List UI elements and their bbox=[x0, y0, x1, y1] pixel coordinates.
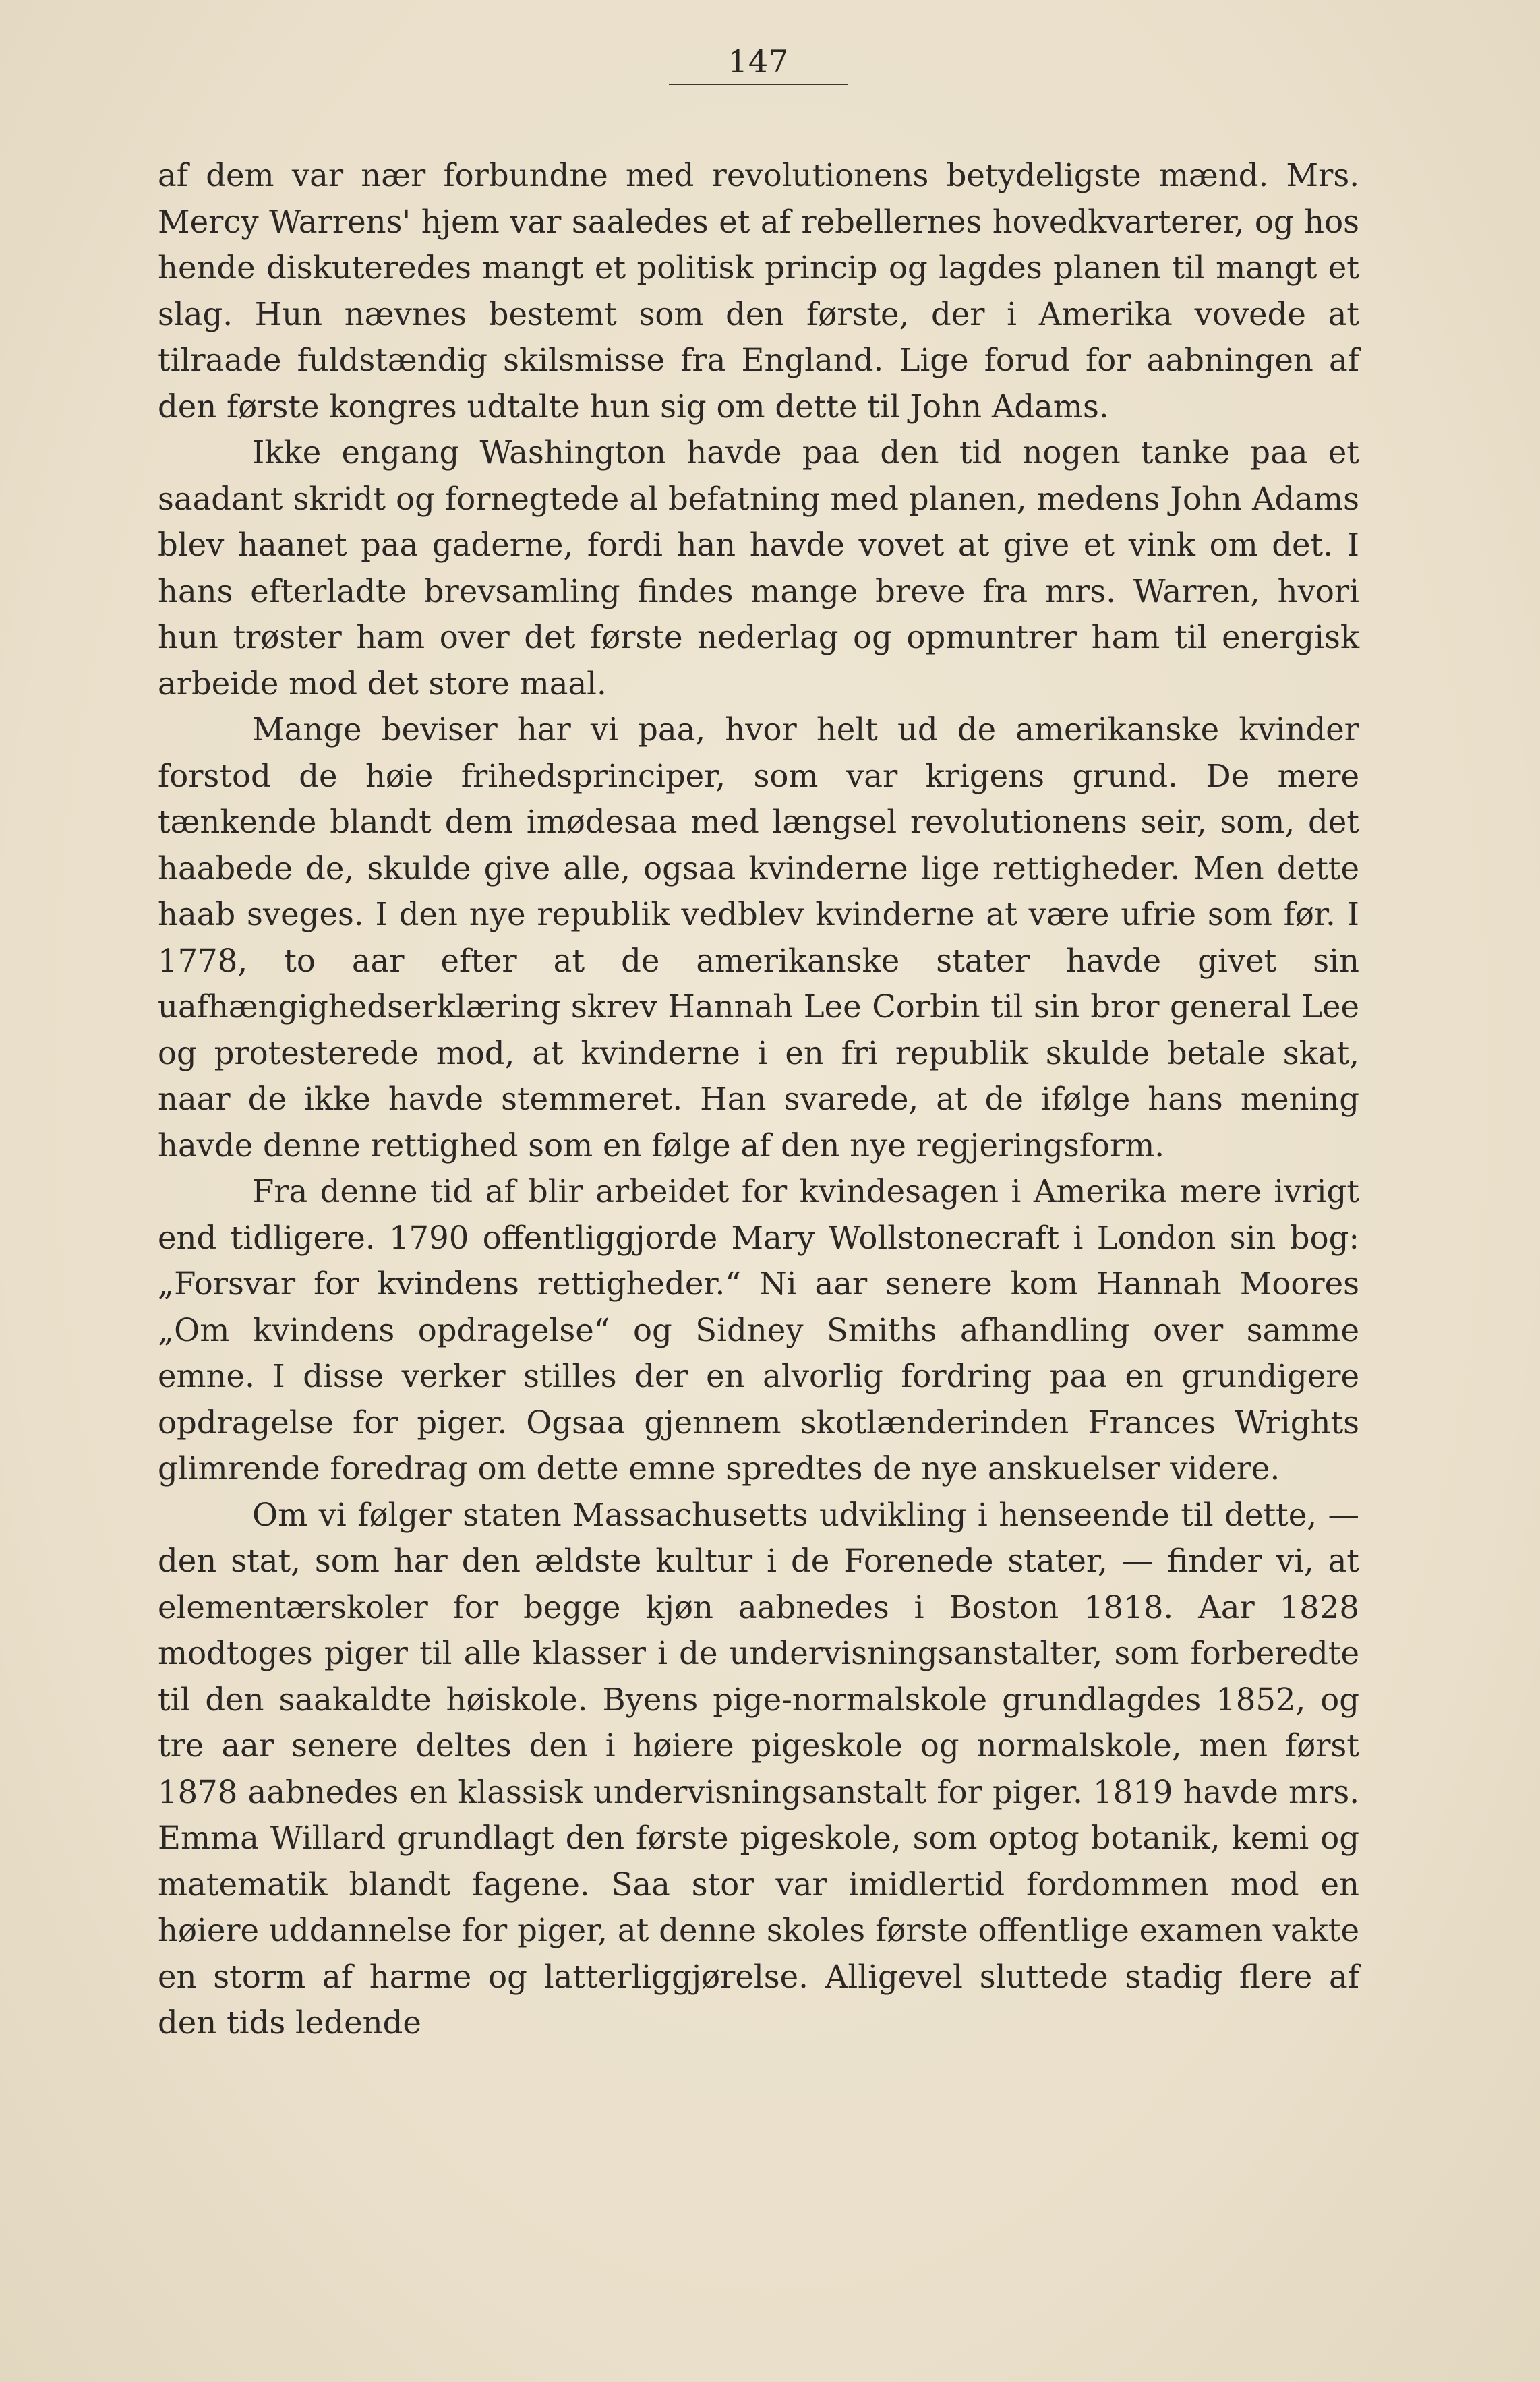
paragraph-1: af dem var nær forbundne med revolutionens betydeligste mænd. Mrs. Mercy Warrens' hjem var saaledes et af rebellernes hovedkvarterer, og hos hende diskuteredes mangt et politisk princip og lagdes planen til mangt et slag. Hun nævnes bestemt som den første, der i Amerika vovede at tilraade fuldstændig skilsmisse fra England. Lige forud for aabningen af den første kongres udtalte hun sig om dette til John Adams. bbox=[158, 157, 1359, 425]
paragraph-2: Ikke engang Washington havde paa den tid nogen tanke paa et saadant skridt og fornegtede al befatning med planen, medens John Adams blev haanet paa gaderne, fordi han havde vovet at give et vink om det. I hans efterladte brevsamling findes mange breve fra mrs. Warren, hvori hun trøster ham over det første nederlag og opmuntrer ham til energisk arbeide mod det store maal. bbox=[158, 434, 1359, 702]
header-rule bbox=[669, 84, 848, 85]
body-text bbox=[158, 152, 1359, 2046]
page-number: 147 bbox=[728, 43, 790, 80]
paragraph-3: Mange beviser har vi paa, hvor helt ud de amerikanske kvinder forstod de høie frihedsprinciper, som var krigens grund. De mere tænkende blandt dem imødesaa med længsel revolutionens seir, som, det haabede de, skulde give alle, ogsaa kvinderne lige rettigheder. Men dette haab sveges. I den nye republik vedblev kvinderne at være ufrie som før. I 1778, to aar efter at de amerikanske stater havde givet sin uafhængighedserklæring skrev Hannah Lee Corbin til sin bror general Lee og protesterede mod, at kvinderne i en fri republik skulde betale skat, naar de ikke havde stemmeret. Han svarede, at de ifølge hans mening havde denne rettighed som en følge af den nye regjeringsform. bbox=[158, 711, 1359, 1164]
paragraph-5: Om vi følger staten Massachusetts udvikling i henseende til dette, — den stat, som har den ældste kultur i de Forenede stater, — finder vi, at elementærskoler for begge kjøn aabnedes i Boston 1818. Aar 1828 modtoges piger til alle klasser i de undervisningsanstalter, som forberedte til den saakaldte høiskole. Byens pige-normalskole grundlagdes 1852, og tre aar senere deltes den i høiere pigeskole og normalskole, men først 1878 aabnedes en klassisk undervisningsanstalt for piger. 1819 havde mrs. Emma Willard grundlagt den første pigeskole, som optog botanik, kemi og matematik blandt fagene. Saa stor var imidlertid fordommen mod en høiere uddannelse for piger, at denne skoles første offentlige examen vakte en storm af harme og latterliggjørelse. Alligevel sluttede stadig flere af den tids ledende bbox=[158, 1496, 1359, 2041]
page-header bbox=[669, 43, 848, 85]
paragraph-4: Fra denne tid af blir arbeidet for kvindesagen i Amerika mere ivrigt end tidligere. 1790 offentliggjorde Mary Wollstonecraft i London sin bog: „Forsvar for kvindens rettigheder.“ Ni aar senere kom Hannah Moores „Om kvindens opdragelse“ og Sidney Smiths afhandling over samme emne. I disse verker stilles der en alvorlig fordring paa en grundigere opdragelse for piger. Ogsaa gjennem skotlænderinden Frances Wrights glimrende foredrag om dette emne spredtes de nye anskuelser videre. bbox=[158, 1173, 1359, 1487]
